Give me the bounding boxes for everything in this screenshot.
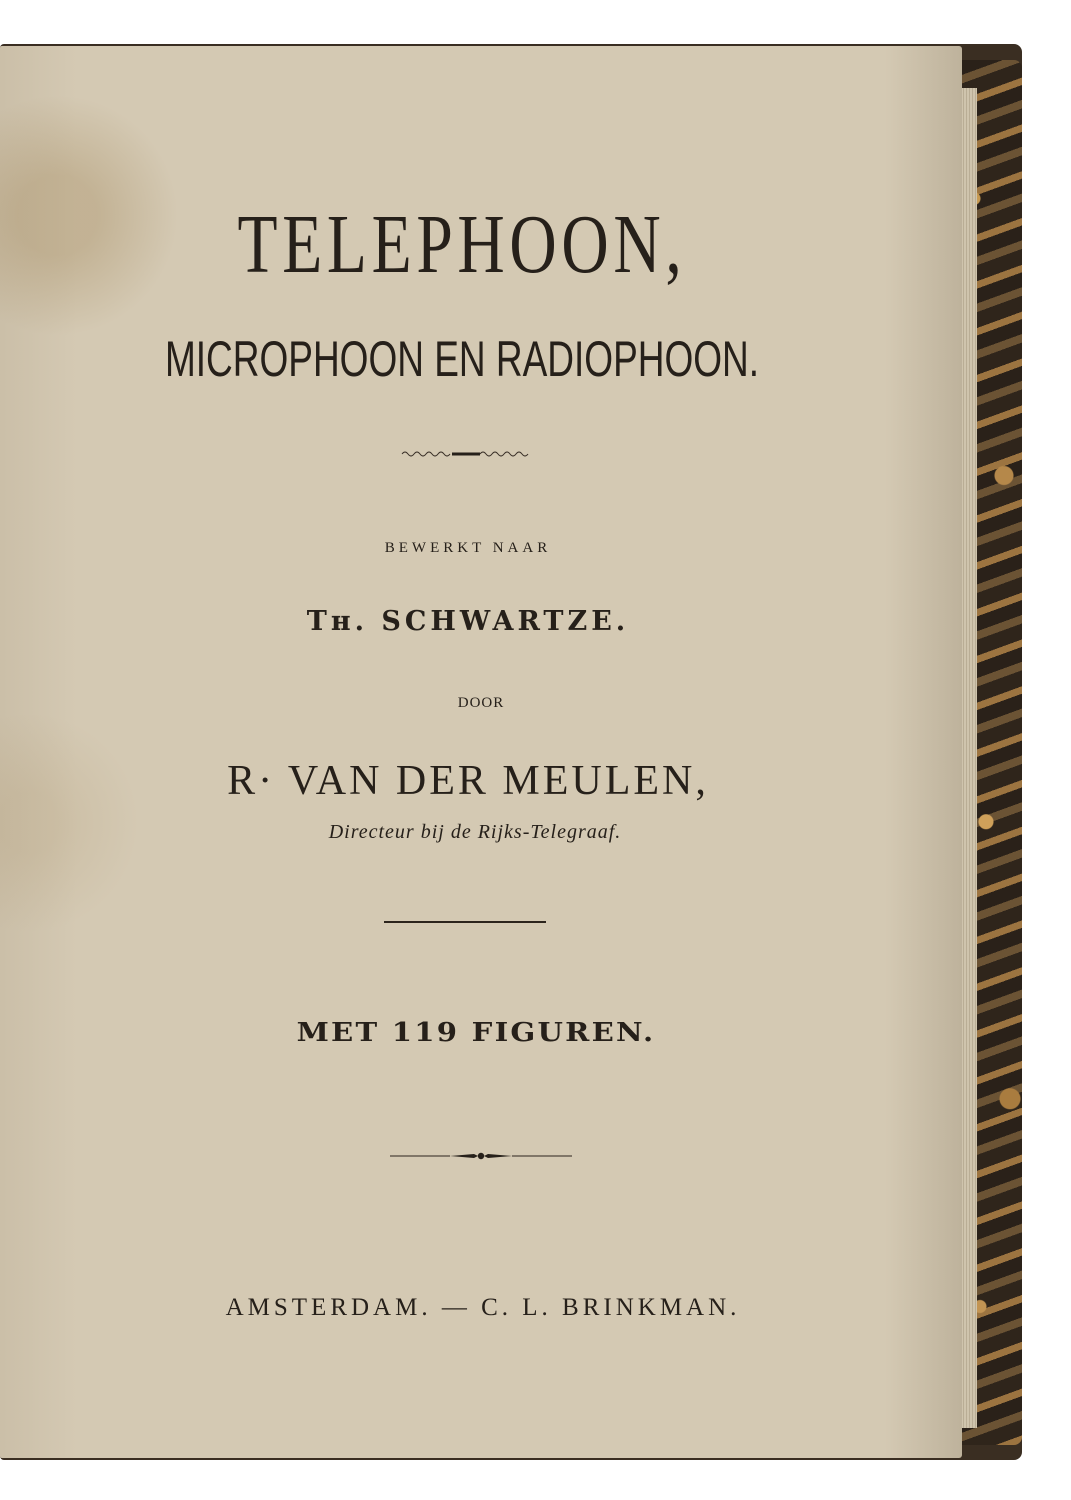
wavy-ornament	[400, 448, 532, 460]
publisher-line: AMSTERDAM. — C. L. BRINKMAN.	[225, 1294, 741, 1321]
dot-ornament	[390, 1149, 572, 1163]
figures-note: MET 119 FIGUREN.	[296, 1018, 656, 1048]
original-author: Tʜ. SCHWARTZE.	[306, 606, 630, 637]
title-page	[0, 46, 962, 1458]
book-subtitle: MICROPHOON EN RADIOPHOON.	[164, 331, 760, 387]
by-label: DOOR	[457, 695, 505, 711]
translator-name: R· VAN DER MEULEN,	[227, 758, 709, 804]
translator-role: Directeur bij de Rijks-Telegraaf.	[328, 821, 622, 843]
adapted-from-label: BEWERKT NAAR	[384, 540, 552, 556]
divider-rule	[384, 921, 546, 923]
book-title: TELEPHOON,	[237, 198, 687, 291]
